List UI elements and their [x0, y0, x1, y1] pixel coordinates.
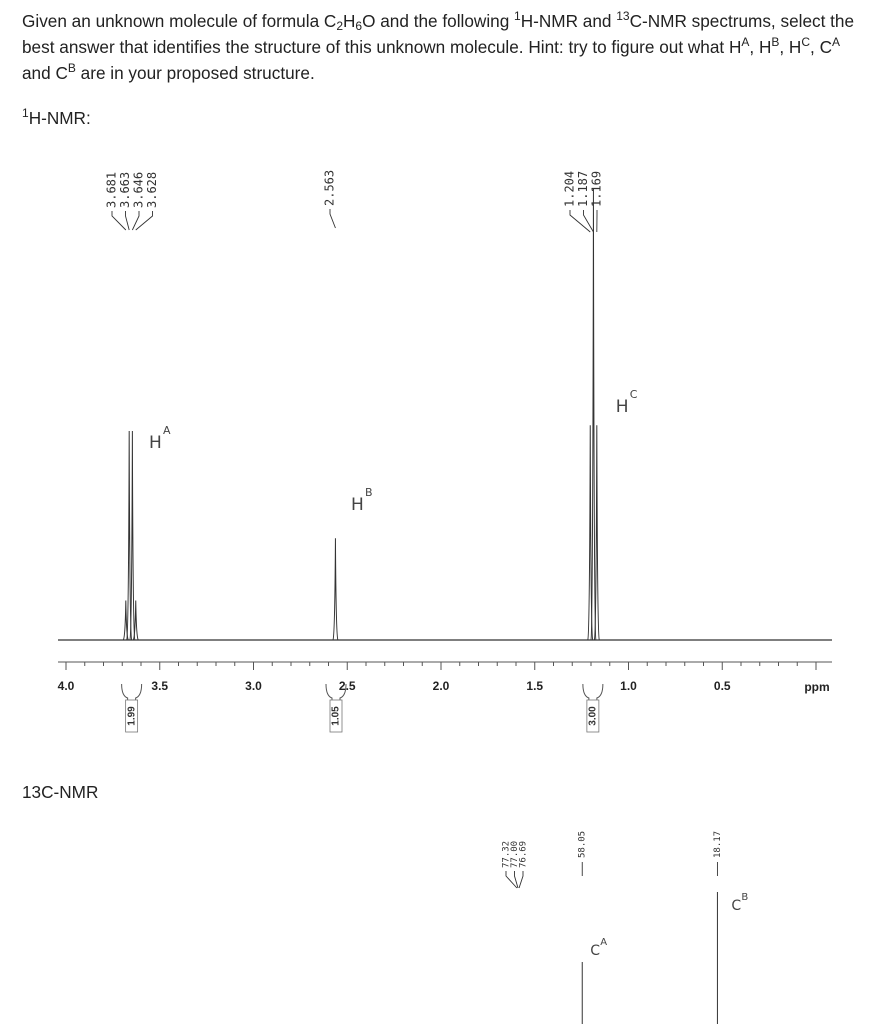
h-tick-label: 3.5 — [151, 679, 169, 693]
h-peak-label: 2.563 — [322, 169, 337, 206]
c-peak-label: 76.69 — [518, 840, 529, 868]
h-label-connector — [126, 211, 130, 230]
h-peak-label: 3.663 — [118, 171, 132, 208]
c-annotation: C — [590, 943, 601, 959]
h-annotation: H — [615, 397, 629, 417]
h-peak-label: 3.681 — [104, 171, 119, 208]
h-nmr-label: $^1$H-NMR: — [22, 106, 91, 128]
h-tick-label: 2.5 — [338, 679, 356, 693]
c-peak-label: 77.00 — [510, 840, 520, 868]
question-text: Given an unknown molecule of formula $C_2H_6O$ and the following $^1$H-NMR and $^{13}$C-NMR spectrums, select the best answer that identifies the structure of this unknown molecule. Hint: try to figure out what $H^A$, $H^B$, $H^C$, $C^A$ and $C^B$ are in your proposed structure. — [22, 9, 855, 83]
h-tick-label: 4.0 — [57, 679, 75, 693]
c-annotation: C — [731, 898, 742, 914]
h-integral-value: 1.05 — [330, 706, 342, 726]
h-label-connector — [132, 211, 139, 230]
c-label-connector — [519, 871, 523, 888]
c-peak-label: 18.17 — [712, 830, 723, 858]
h-label-connector — [330, 209, 335, 228]
h-peak — [591, 188, 596, 640]
h-peak-label: 1.204 — [562, 170, 577, 207]
h-peak-label: 1.169 — [589, 170, 604, 207]
h-peak-label: 1.187 — [576, 170, 590, 207]
h-peak-label: 3.628 — [145, 171, 159, 208]
c-peak-label: 58.05 — [577, 830, 588, 858]
h-tick-label: 1.0 — [620, 679, 637, 693]
h-peak — [333, 538, 338, 640]
h-annotation: H — [351, 495, 364, 515]
h-label-connector — [112, 211, 126, 230]
c-annotation-sup: A — [600, 937, 608, 948]
h-annotation: H — [149, 433, 162, 453]
h-tick-label: 3.0 — [245, 679, 262, 693]
h-label-connector — [584, 210, 594, 232]
h-axis-unit: ppm — [804, 680, 830, 694]
h-tick-label: 2.0 — [432, 679, 450, 693]
h-label-connector — [136, 211, 153, 230]
h-tick-label: 1.5 — [526, 679, 544, 693]
h-annotation-sup: C — [629, 388, 638, 401]
c-annotation-sup: B — [741, 892, 749, 903]
h-annotation-sup: B — [365, 486, 373, 499]
h-peak-label: 3.646 — [131, 171, 146, 208]
c-nmr-label: 13C-NMR — [22, 782, 99, 802]
c-peak-label: 77.32 — [501, 840, 512, 868]
h-tick-label: 0.5 — [713, 679, 731, 693]
h-annotation-sup: A — [163, 424, 171, 437]
h-integral-value: 1.99 — [126, 706, 138, 726]
h-integral-value: 3.00 — [587, 706, 599, 726]
